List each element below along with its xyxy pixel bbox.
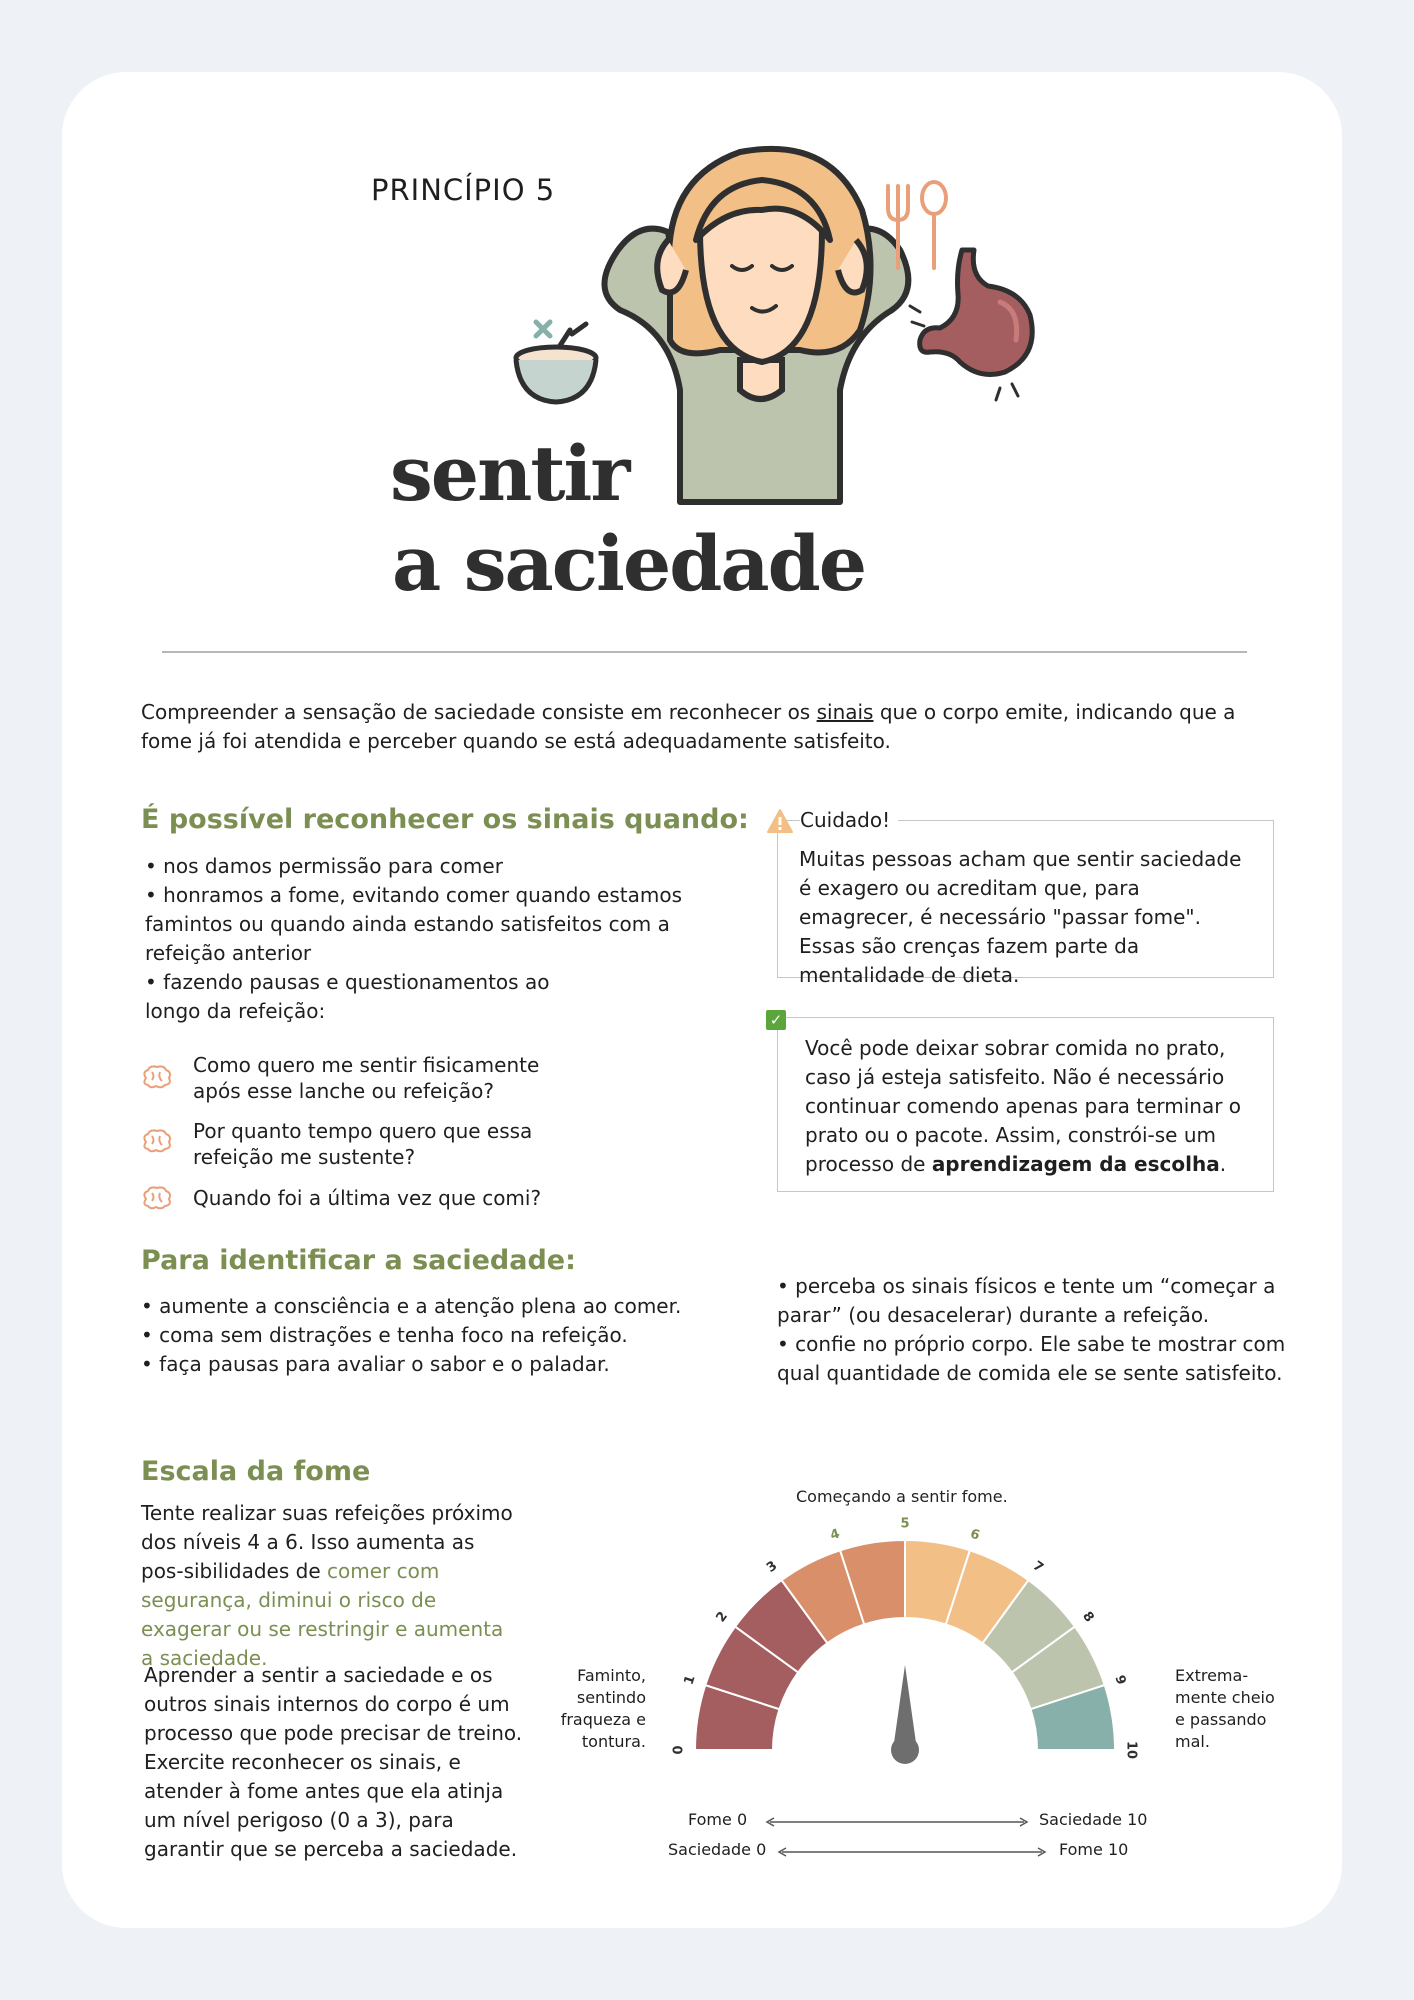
list-item: • coma sem distrações e tenha foco na refeição.: [141, 1323, 628, 1347]
scale-right-caption: Extrema-mente cheio e passando mal.: [1175, 1666, 1275, 1751]
warning-label: Cuidado!: [800, 808, 898, 832]
section-heading-scale: Escala da fome: [141, 1456, 371, 1487]
tip-box: [777, 1017, 1274, 1192]
warning-icon: [766, 808, 794, 834]
intro-text-start: Compreender a sensação de saciedade consiste em reconhecer os: [141, 700, 817, 724]
title-line-1: sentir: [390, 429, 629, 518]
scale-left-caption: Faminto, sentindo fraqueza e tontura.: [560, 1666, 646, 1751]
scale-tick-label: 5: [900, 1516, 910, 1532]
scale-tick-label: 6: [968, 1526, 982, 1544]
question-item: Quando foi a última vez que comi?: [193, 1186, 542, 1210]
question-item: Como quero me sentir fisicamente após esse lanche ou refeição?: [193, 1053, 540, 1103]
brain-icon: [140, 1064, 174, 1090]
brain-icon: [140, 1128, 174, 1154]
list-item: • confie no próprio corpo. Ele sabe te mostrar com qual quantidade de comida ele se sente satisfeito.: [777, 1332, 1286, 1385]
scale-tick-label: 10: [1123, 1740, 1139, 1760]
scale-top-caption: Começando a sentir fome.: [796, 1487, 1008, 1506]
intro-paragraph: [141, 698, 1281, 756]
list-item: • nos damos permissão para comer: [145, 854, 503, 878]
scale-paragraph-1: [141, 1499, 521, 1673]
scale-p1-text: Tente realizar suas refeições próximo dos níveis 4 a 6. Isso aumenta as pos-sibilidades de: [141, 1501, 513, 1583]
sinais-link[interactable]: sinais: [816, 700, 874, 724]
warning-text: Muitas pessoas acham que sentir saciedade é exagero ou acreditam que, para emagrecer, é necessário "passar fome". Essas são crenças fazem parte da mentalidade de dieta.: [799, 847, 1242, 987]
arrow-legend-1-left: Fome 0: [688, 1810, 748, 1829]
list-item: • faça pausas para avaliar o sabor e o paladar.: [141, 1352, 610, 1376]
hunger-scale-gauge: [660, 1500, 1140, 1800]
tip-text-end: .: [1219, 1152, 1227, 1176]
double-arrow-icon: [776, 1845, 1048, 1859]
tip-bold-text: aprendizagem da escolha: [931, 1152, 1220, 1176]
principle-label: PRINCÍPIO 5: [371, 173, 556, 207]
warning-box: [777, 820, 1274, 987]
intro-text-end: que o corpo emite, indicando que a fome já foi atendida e perceber quando se está adequadamente satisfeito.: [141, 700, 1236, 753]
scale-tick-label: 4: [828, 1526, 842, 1544]
arrow-legend-2-left: Saciedade 0: [668, 1840, 767, 1859]
list-item: • fazendo pausas e questionamentos ao longo da refeição:: [145, 970, 550, 1023]
tip-text: [805, 1034, 1250, 1179]
scale-tick-label: 0: [671, 1745, 687, 1755]
list-item: • perceba os sinais físicos e tente um “começar a parar” (ou desacelerar) durante a refeição.: [777, 1274, 1276, 1327]
checkmark-icon: ✓: [766, 1010, 786, 1030]
arrow-legend-2-right: Fome 10: [1059, 1840, 1129, 1859]
question-item: Por quanto tempo quero que essa refeição me sustente?: [193, 1119, 533, 1169]
signals-list: [145, 852, 705, 1026]
arrow-legend-1-right: Saciedade 10: [1039, 1810, 1148, 1829]
double-arrow-icon: [764, 1815, 1030, 1829]
scale-tick-label: 2: [713, 1609, 731, 1626]
tip-text-start: Você pode deixar sobrar comida no prato, caso já esteja satisfeito. Não é necessário continuar comendo apenas para terminar o prato ou o pacote. Assim, constrói-se um processo de: [805, 1036, 1242, 1176]
title-line-2: a saciedade: [392, 519, 866, 608]
divider: [162, 651, 1247, 653]
list-item: • aumente a consciência e a atenção plena ao comer.: [141, 1294, 682, 1318]
identify-list-right: [777, 1272, 1287, 1388]
scale-paragraph-2: Aprender a sentir a saciedade e os outros sinais internos do corpo é um processo que pode precisar de treino. Exercite reconhecer os sinais, e atender à fome antes que ela atinja um nível perigoso (0 a 3), para garantir que se perceba a saciedade.: [144, 1663, 523, 1861]
identify-list-left: [141, 1292, 701, 1379]
scale-tick-label: 8: [1079, 1609, 1097, 1626]
brain-icon: [140, 1185, 174, 1211]
scale-needle-hub: [891, 1736, 919, 1764]
list-item: • honramos a fome, evitando comer quando estamos famintos ou quando ainda estando satisfeitos com a refeição anterior: [145, 883, 683, 965]
section-heading-signals: É possível reconhecer os sinais quando:: [141, 804, 749, 835]
scale-p1-highlight: comer com segurança, diminui o risco de exagerar ou se restringir e aumenta a saciedade.: [141, 1559, 504, 1670]
scale-tick-label: 1: [681, 1673, 699, 1687]
scale-tick-label: 9: [1111, 1673, 1129, 1687]
scale-tick-label: 7: [1029, 1558, 1046, 1576]
section-heading-identify: Para identificar a saciedade:: [141, 1245, 576, 1276]
scale-tick-label: 3: [764, 1558, 781, 1576]
